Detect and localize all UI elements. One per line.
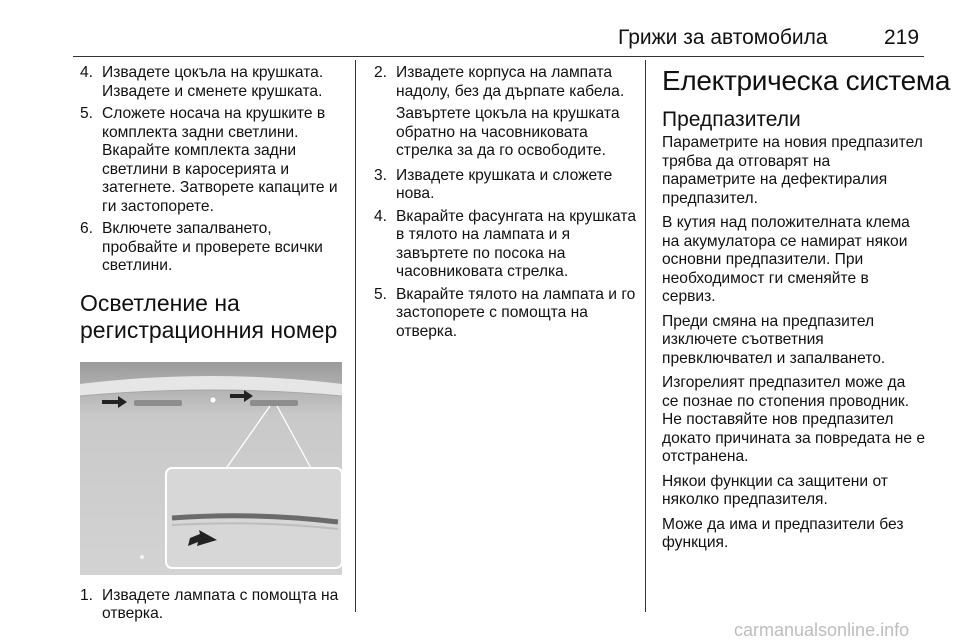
column-divider [355,60,356,612]
list-text: Извадете цокъла на крушката. Извадете и сменете крушката. [102,64,324,100]
list-number: 4. [374,207,388,225]
list-item-continuation: Завъртете цокъла на крушката обратно на часовниковата стрелка за да го освободите. [396,105,620,159]
list-item [374,208,638,282]
list-text: Вкарайте фасунгата на крушката в тялото на лампата и я завъртете по посока на часовниковата стрелка. [396,207,636,280]
paragraph: Преди смяна на предпазител изключете съответния превключвател и запалването. [662,312,886,367]
list-number: 1. [80,586,94,604]
list-number: 5. [80,105,94,122]
page-header-title: Грижи за автомобила [618,26,828,49]
list-number: 5. [374,285,388,303]
column-left [80,64,342,628]
column-right [662,64,951,559]
paragraph: Някои функции са защитени от няколко предпазителя. [662,472,888,508]
main-heading: Електрическа система [662,65,951,96]
list-item [80,105,342,216]
list-text: Извадете корпуса на лампата надолу, без да дърпате кабела. [396,64,625,100]
list-number: 6. [80,220,94,237]
list-item [374,64,638,101]
watermark: carmanualsonline.info [734,620,910,640]
list-item [80,64,342,101]
list-number: 2. [374,64,388,81]
list-number: 4. [80,64,94,81]
paragraph: Може да има и предпазители без функция. [662,515,904,551]
page-number: 219 [884,26,920,49]
sub-heading: Предпазители [662,108,801,131]
header-rule [73,56,924,57]
list-text: Включете запалването, пробвайте и проверете всички светлини. [102,220,323,274]
column-divider [645,60,646,612]
list-item [374,286,638,342]
list-item [80,220,342,276]
list-text: Извадете крушката и сложете нова. [396,166,613,202]
column-middle [374,64,638,345]
paragraph: В кутия над положителната клема на акумулатора се намират някои основни предпазители. При необходимост ги сменяйте в сервиз. [662,214,910,305]
list-text: Сложете носача на крушките в комплекта задни светлини. Вкарайте комплекта задни светлини в каросерията и затегнете. Затворете капаците и ги застопорете. [102,105,338,215]
list-number: 3. [374,166,388,184]
list-item [80,587,342,624]
list-item [374,167,638,204]
license-plate-light-illustration [80,362,342,575]
section-heading: Осветление на регистрационния номер [80,289,338,343]
list-text: Извадете лампата с помощта на отверка. [102,586,339,622]
list-text: Вкарайте тялото на лампата и го застопорете с помощта на отверка. [396,285,636,340]
paragraph: Изгорелият предпазител може да се познае по стопения проводник. Не поставяйте нов предпазител докато причината за повредата не е отстранена. [662,374,926,465]
paragraph: Параметрите на новия предпазител трябва да отговарят на параметрите на дефектиралия предпазител. [662,134,923,207]
